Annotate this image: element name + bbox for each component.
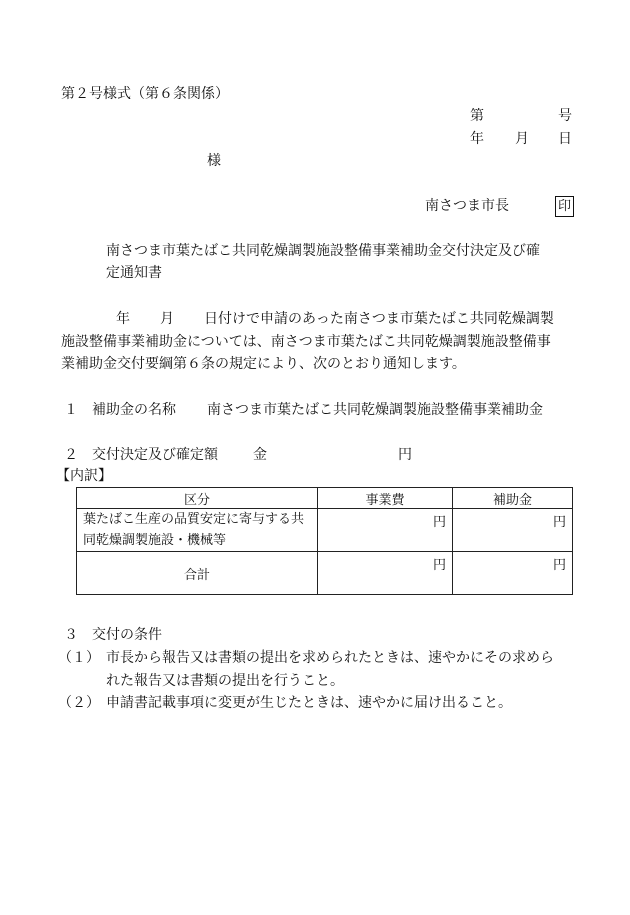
section2-currency-suffix: 円 <box>398 447 412 463</box>
total-label: 合計 <box>77 552 318 595</box>
section3-label: 交付の条件 <box>92 627 162 643</box>
section1-number: １ <box>64 402 78 418</box>
total-project-cost: 円 <box>318 552 453 595</box>
table-row <box>77 509 573 552</box>
row-subsidy: 円 <box>453 509 573 552</box>
row-category: 葉たばこ生産の品質安定に寄与する共同乾燥調製施設・機械等 <box>77 509 318 552</box>
body-year-label: 年 <box>116 311 130 327</box>
section1-label: 補助金の名称 <box>92 402 176 418</box>
column-header-project-cost: 事業費 <box>318 488 453 509</box>
table-header-row <box>77 488 573 509</box>
body-line3: 業補助金交付要綱第６条の規定により、次のとおり通知します。 <box>61 356 466 372</box>
condition2-marker: （２） <box>58 695 100 711</box>
condition2-line1: 申請書記載事項に変更が生じたときは、速やかに届け出ること。 <box>106 695 512 711</box>
date-year-label: 年 <box>470 131 484 147</box>
total-subsidy: 円 <box>453 552 573 595</box>
breakdown-heading: 【内訳】 <box>56 468 112 484</box>
body-line1: 日付けで申請のあった南さつま市葉たばこ共同乾燥調製 <box>204 311 554 327</box>
doc-number-prefix: 第 <box>470 108 484 124</box>
breakdown-table <box>76 487 573 595</box>
doc-number-suffix: 号 <box>558 108 572 124</box>
condition1-line1: 市長から報告又は書類の提出を求められたときは、速やかにその求めら <box>106 650 554 666</box>
official-seal: 印 <box>555 196 574 217</box>
table-total-row <box>77 552 573 595</box>
section2-number: ２ <box>64 447 78 463</box>
document-title-line2: 定通知書 <box>106 265 162 281</box>
date-day-label: 日 <box>558 131 572 147</box>
body-line2: 施設整備事業補助金については、南さつま市葉たばこ共同乾燥調製施設整備事 <box>61 334 551 350</box>
column-header-subsidy: 補助金 <box>453 488 573 509</box>
condition1-line2: れた報告又は書類の提出を行うこと。 <box>106 673 344 689</box>
section2-label: 交付決定及び確定額 <box>92 447 218 463</box>
addressee-honorific: 様 <box>207 153 221 169</box>
section2-currency-prefix: 金 <box>253 447 267 463</box>
condition1-marker: （１） <box>58 650 100 666</box>
date-month-label: 月 <box>515 131 529 147</box>
document-title-line1: 南さつま市葉たばこ共同乾燥調製施設整備事業補助金交付決定及び確 <box>106 243 540 259</box>
row-project-cost: 円 <box>318 509 453 552</box>
section3-number: ３ <box>64 627 78 643</box>
issuer-name: 南さつま市長 <box>425 198 509 214</box>
body-month-label: 月 <box>160 311 174 327</box>
column-header-category: 区分 <box>77 488 318 509</box>
section1-value: 南さつま市葉たばこ共同乾燥調製施設整備事業補助金 <box>207 402 543 418</box>
form-number: 第２号様式（第６条関係） <box>61 86 229 102</box>
